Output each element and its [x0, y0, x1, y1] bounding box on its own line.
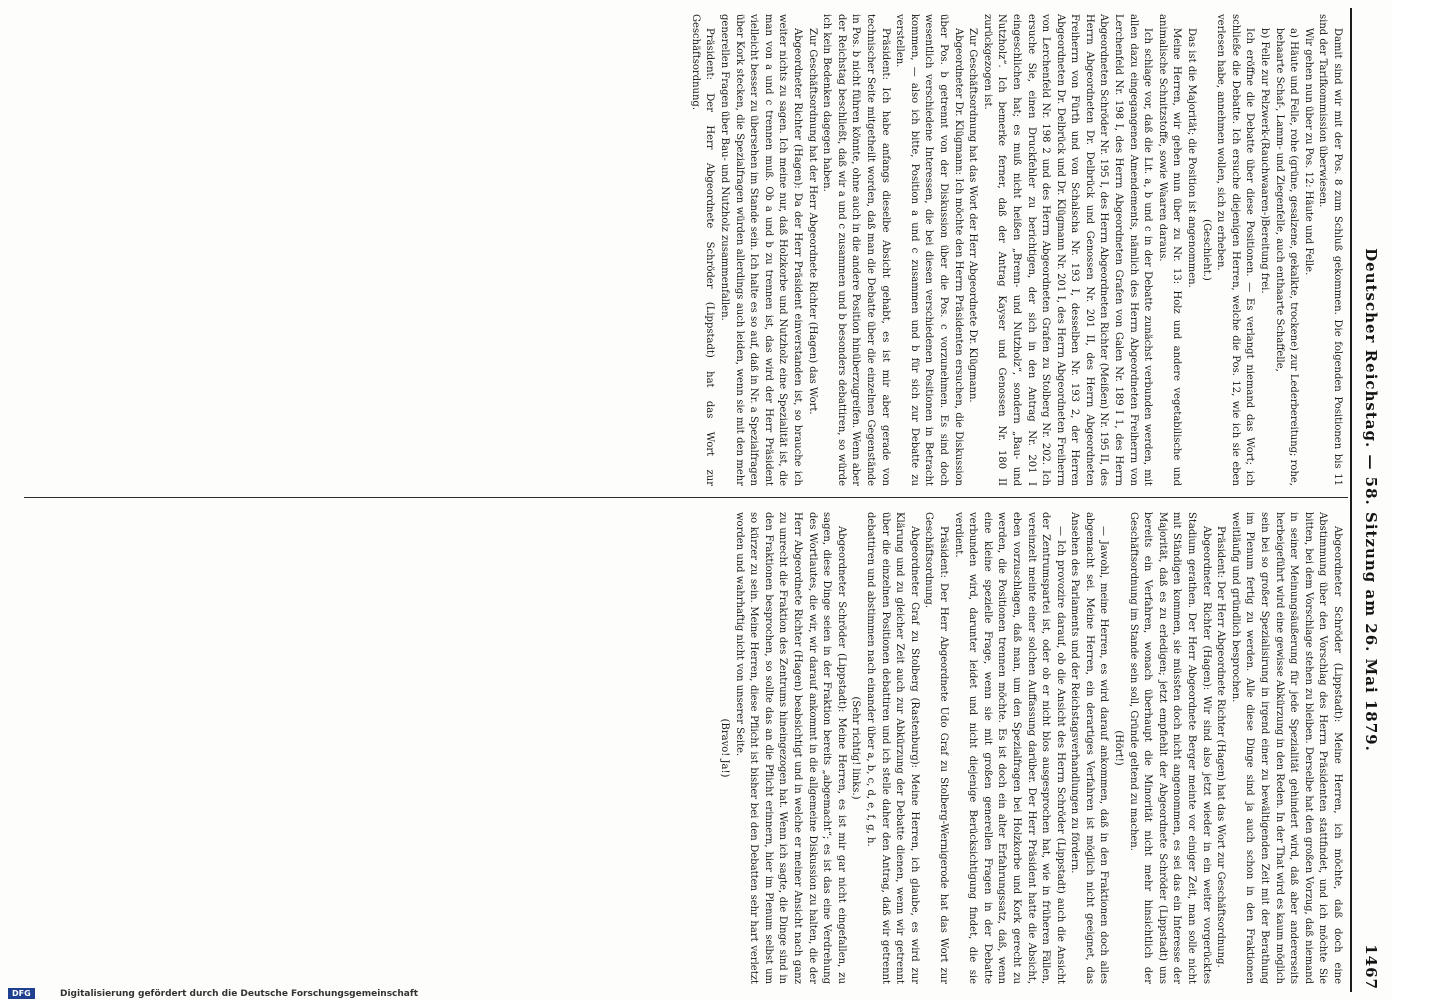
paragraph: Abgeordneter Dr. Klügmann: Ich möchte den Herrn Präsidenten ersuchen, die Diskussion über Pos. b getrennt von der Diskussion über die Pos. c vorzunehmen. Es sind doch wesentlich verschiedene Interessen, die bei diesen verschiedenen Positionen in Betracht kommen, — also ich bitte, Position a und c zusammen und b für sich zur Debatte zu verstellen.: [894, 14, 964, 486]
paragraph: Zur Geschäftsordnung hat der Herr Abgeordnete Richter (Hagen) das Wort.: [806, 28, 818, 415]
paragraph: Abgeordneter Graf zu Stolberg (Rastenburg): Meine Herren, ich glaube, es wird zur Klärung und zu gleicher Zeit auch zur Abkürzung der Debatte dienen, wenn wir getrennt über die einzelnen Positionen debattiren und ich stelle daher den Antrag, daß wir getrennt debattiren und abstimmen nach einander über a, b, c, d, e, f, g, h.: [865, 512, 920, 984]
interjection: (Hört!): [1113, 730, 1125, 766]
paragraph: — Jawohl, meine Herren, es wird darauf ankommen, daß in den Fraktionen doch alles abgemacht sei. Meine Herren, ein derartiges Verfahren ist möglich nicht geeignet, das Ansehen des Parlaments und der Reichstagsverhandlungen zu fördern.: [1069, 512, 1110, 984]
paragraph: Abgeordneter Richter (Hagen): Wir sind also jetzt wieder in ein weiter vorgerücktes Stadium gerathen. Der Herr Abgeordnete Berger meinte vor einiger Zeit, man solle nicht mit Ständigen kommen, sie müssten doch nicht angenommen, es sei das ein Interesse der Majorität, daß es zu erledigen; jetzt empfiehlt der Abgeordnete Schröder (Lippstadt) uns bereits ein Verfahren, wonach überhaupt die Minorität nicht mehr hinsichtlich der Geschäftsordnung im Stande sein soll, Gründe geltend zu machen.: [1127, 512, 1212, 984]
header-rule: [1350, 8, 1352, 992]
paragraph: Ich eröffne die Debatte über diese Positionen. — Es verlangt niemand das Wort; ich schließe die Debatte. Ich ersuche diejenigen Herren, welche die Pos. 12, wie ich sie eben verlesen habe, annehmen wollen, sich zu erheben.: [1215, 14, 1256, 486]
dfg-logo: DFG: [8, 988, 35, 999]
paragraph: Zur Geschäftsordnung hat das Wort der Herr Abgeordnete Dr. Klügmann.: [967, 28, 979, 403]
paragraph: b) Felle zur Pelzwerk-(Rauchwaaren-)Bereitung frei.: [1259, 28, 1271, 294]
paragraph: — Ich provozire darauf, ob die Ansicht des Herrn Schröder (Lippstadt) auch die Ansicht der Zentrumspartei ist, oder ob er nicht blos ausgesprochen hat, wie in früheren Fällen, vereinzelt meinte einer solchen Auffassung darüber. Der Herr Präsident hatte die Absicht, eben vorzuschlagen, daß man, um den Spezialfragen bei Holzkorbe und Kork gerecht zu werden, die Positionen trennen möchte. Es ist doch ein alter Erfahrungssatz, daß, wenn eine kleine spezielle Frage, wenn sie mit großen generellen Fragen in der Debatte verbunden wird, darunter leidet und nicht diejenige Berücksichtigung findet, die sie verdient.: [952, 512, 1066, 984]
paragraph: a) Häute und Felle, rohe (grüne, gesalzene, gekalkte, trockene) zur Lederbereitung; rohe, behaarte Schaf-, Lamm- und Ziegenfelle, auch enthaarte Schaffelle,: [1273, 28, 1300, 486]
paragraph: Präsident: Der Herr Abgeordnete Richter (Hagen) hat das Wort zur Geschäftsordnung.: [1215, 526, 1227, 968]
paragraph: Ich schlage vor, daß die Lit. a, b und c in der Debatte zunächst verbunden werden, mit allen dazu eingegangenen Amendements, nämlich des Herrn Abgeordneten Freiherrn von Lerchenfeld Nr. 198 I, des Herrn Abgeordneten Grafen von Galen Nr. 189 I 1, des Herrn Abgeordneten Schröder Nr. 195 I, des Herrn Abgeordneten Richter (Meißen) Nr. 195 II, des Herrn Abgeordneten Dr. Delbrück und Genossen Nr. 201 II, des Herrn Abgeordneten Freiherrn von Fürth und von Schalscha Nr. 193 I, desselben Nr. 193 2, der Herren Abgeordneten Dr. Delbrück und Dr. Klügmann Nr. 201 I, des Herrn Abgeordneten Freiherrn von Lerchenfeld Nr. 198 2 und des Herrn Abgeordneten Grafen zu Stolberg Nr. 202. Ich ersuche Sie, einen Druckfehler zu berichtigen, der sich in den Antrag Nr. 201 I eingeschlichen hat; es muß nicht heißen „Brenn- und Nutzholz“, sondern „Bau- und Nutzholz“. Ich bemerke ferner, daß der Antrag Kayser und Genossen Nr. 180 II zurückgezogen ist.: [981, 14, 1154, 486]
left-column: [20, 14, 1344, 486]
paragraph: Das ist die Majorität; die Position ist angenommen.: [1186, 28, 1198, 288]
paragraph: Meine Herren, wir gehen nun über zu Nr. 13: Holz und andere vegetabilische und animalische Schnitzstoffe, sowie Waaren daraus.: [1156, 14, 1183, 486]
paragraph: Damit sind wir mit der Pos. 8 zum Schluß gekommen. Die folgenden Positionen bis 11 sind der Tarifkommission überwiesen.: [1317, 14, 1343, 486]
page-number: 1467: [1362, 944, 1380, 990]
paragraph: Abgeordneter Schröder (Lippstadt): Meine Herren, ich möchte, daß doch eine Abstimmung über den Vorschlag des Herrn Präsidenten stattfindet, und ich möchte Sie bitten, bei dem Vorschlage stehen zu bleiben. Derselbe hat den großen Vorzug, daß niemand in seiner Meinungsäußerung für jede Spezialität gehindert wird, daß aber andererseits herbeigeführt wird eine gewisse Abkürzung in den Reden. In der That wird es kaum möglich sein bei so großer Spezialisirung in irgend einer zu bewältigenden Zeit mit der Berathung im Plenum fertig zu werden. Alle diese Dinge sind ja auch schon in den Fraktionen weitläufig und gründlich besprochen.: [1229, 512, 1343, 984]
digitization-footer: [0, 988, 1432, 1000]
interjection: (Geschieht.): [1200, 219, 1212, 281]
footer-credit: Digitalisierung gefördert durch die Deutsche Forschungsgemeinschaft: [60, 989, 419, 999]
interjection: (Sehr richtig! links.): [850, 696, 862, 800]
right-column: [20, 512, 1344, 984]
paragraph: Abgeordneter Richter (Hagen): Da der Herr Präsident einverstanden ist, so brauche ich weiter nichts zu sagen. Ich meine nur, daß Holzkorbe und Nutzholz eine Spezialität ist, die man von a und c trennen muß. Ob a und b zu trennen ist, das wird der Herr Präsident vielleicht besser zu übersehen im Stande sein. Ich halte es so auf, daß in Nr. a Spezialfragen über Kork stecken, die Spezialfragen würden allerdings auch leiden, wenn sie mit den mehr generellen Fragen über Bau- und Nutzholz zusammenfallen.: [719, 14, 804, 486]
paragraph: Abgeordneter Schröder (Lippstadt): Meine Herren, es ist mir gar nicht eingefallen, zu sagen, diese Dinge seien in der Fraktion bereits „abgemacht“; es ist das eine Verdrehung des Wortlautes, die wir, wir darauf ankommt in die allgemeine Diskussion zu halten, die der Herr Abgeordnete Richter (Hagen) beabsichtigt und in welche er meiner Ansicht nach ganz zu unrecht die Fraktion des Zentrums hineingezogen hat. Wenn ich sagte, die Dinge sind in den Fraktionen besprochen, so sollte das an die Pflicht erinnern, hier im Plenum selbst um so kürzer zu sein. Meine Herren, diese Pflicht ist bisher bei den Debatten sehr hart verletzt worden und wahrhaftig nicht von unserer Seite.: [733, 512, 847, 984]
paragraph: Wir gehen nun über zu Pos. 12: Häute und Felle.: [1302, 28, 1314, 276]
interjection: (Bravo! Ja!): [719, 718, 731, 778]
paragraph: Präsident: Der Herr Abgeordnete Schröder (Lippstadt) hat das Wort zur Geschäftsordnung.: [689, 14, 716, 486]
page-header: [1354, 10, 1384, 990]
column-divider: [24, 497, 1348, 498]
paragraph: Präsident: Ich habe anfangs dieselbe Absicht gehabt, es ist mir aber gerade von technischer Seite mitgetheilt worden, daß man die Debatte über die einzelnen Gegenstände in Pos. b nicht führen könnte, ohne auch in die andere Position hinüberzugreifen. Wenn aber der Reichstag beschließt, daß wir a und c zusammen und b besonders debattiren, so würde ich kein Bedenken dagegen haben.: [821, 14, 891, 486]
header-title: Deutscher Reichstag. — 58. Sitzung am 26. Mai 1879.: [1362, 248, 1380, 752]
paragraph: Präsident: Der Herr Abgeordnete Udo Graf zu Stolberg-Wernigerode hat das Wort zur Geschäftsordnung.: [923, 512, 949, 984]
